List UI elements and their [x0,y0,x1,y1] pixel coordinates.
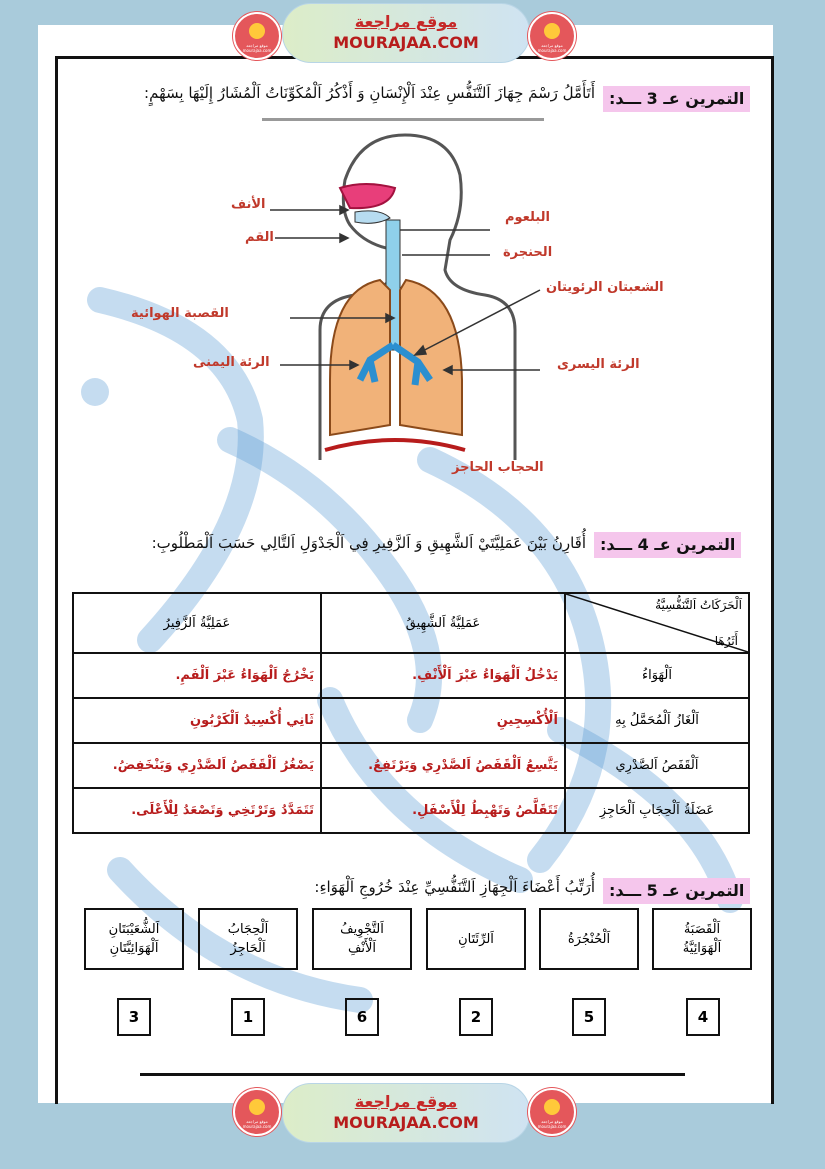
organ-line2: اَلْهَوَائِيَّتَانِ [109,941,159,956]
order-number: 5 [572,998,606,1036]
exercise-4-label: التمرين عـ 4 ـــد: [594,532,741,558]
table-row [73,743,749,788]
organ-line2: اَلْحَاجِزُ [230,941,266,956]
organ-line2: اَلْأَنْفِ [347,941,377,956]
row-inhale: تَتَقَلَّصُ وَتَهْبِطُ لِلْأَسْفَلِ. [321,788,565,833]
logo-caption: موقع مراجعة mourajaa.com [537,43,567,53]
comparison-table [72,592,750,834]
divider [262,118,544,121]
organ-line1: اَلرِّئَتَانِ [458,931,494,947]
header-diagonal-cell [565,593,749,653]
row-exhale: ثَانِي أُكْسِيدُ اَلْكَرْبُونِ [73,698,321,743]
row-item: اَلْغَازُ اَلْمُحَمَّلُ بِهِ [565,698,749,743]
label-bronchi: الشعبتان الرئويتان [546,280,664,295]
diaphragm-shape [325,440,465,450]
order-number: 6 [345,998,379,1036]
site-name-ar[interactable]: موقع مراجعة [354,1092,458,1111]
logo-caption: موقع مراجعة mourajaa.com [242,1119,272,1129]
logo-caption: موقع مراجعة mourajaa.com [242,43,272,53]
site-logo-left-bottom[interactable] [233,1088,281,1136]
nasal-cavity-shape [340,184,395,208]
footer-divider [140,1073,685,1076]
row-inhale: اَلْأُكْسِجِينِ [321,698,565,743]
table-row [73,788,749,833]
label-right-lung: الرئة اليمنى [193,355,270,370]
header-inhale: عَمَلِيَّةُ اَلشَّهِيقُ [321,593,565,653]
exercise-5-text: أُرَتِّبُ أَعْضَاءَ اَلْجِهَازِ اَلتَّنَفُّسِيِّ عِنْدَ خُرُوجِ اَلْهَوَاءِ: [314,878,595,896]
site-badge-top[interactable] [282,3,530,63]
label-mouth: القم [245,230,274,245]
row-exhale: تَتَمَدَّدُ وَتَرْتَخِي وَتَصْعَدُ لِلْأَعْلَى. [73,788,321,833]
label-left-lung: الرئة اليسرى [557,357,640,372]
site-logo-right-bottom[interactable] [528,1088,576,1136]
order-number: 4 [686,998,720,1036]
label-trachea: القصبة الهوائية [131,306,229,321]
table-row [73,698,749,743]
exercise-3-text: أَتَأَمَّلُ رَسْمَ جِهَازَ اَلتَّنَفُّسِ عِنْدَ اَلْإِنْسَانِ وَ أَذْكُرُ اَلْمُكَوِّنَاتُ اَلْمُشَارُ إِلَيْهَا بِسَهْمٍ: [144,84,595,102]
order-number: 2 [459,998,493,1036]
site-logo-right[interactable] [528,12,576,60]
organ-line1: اَلتَّجْوِيفُ [340,922,384,937]
label-larynx: الحنجرة [503,245,553,260]
organ-line2: اَلْهَوَائِيَّةُ [682,941,722,956]
respiratory-system-diagram [190,130,690,495]
organ-box [539,908,639,970]
exercise-5-label: التمرين عـ 5 ـــد: [603,878,750,904]
label-pharynx: البلعوم [505,210,550,225]
organ-box [426,908,526,970]
table-row [73,653,749,698]
site-badge-bottom[interactable] [282,1083,530,1143]
row-item: اَلْهَوَاءُ [565,653,749,698]
exercise-3-label: التمرين عـ 3 ـــد: [603,86,750,112]
site-name-en[interactable]: MOURAJAA.COM [333,1113,479,1132]
site-name-en[interactable]: MOURAJAA.COM [333,33,479,52]
row-exhale: يَخْرُجُ اَلْهَوَاءُ عَبْرَ اَلْفَمِ. [73,653,321,698]
organ-box [84,908,184,970]
label-diaphragm: الحجاب الحاجز [452,460,544,475]
order-number: 3 [117,998,151,1036]
header-movements: اَلْحَرَكَاتُ اَلتَّنَفُّسِيَّةُ [655,598,742,612]
organ-box [312,908,412,970]
row-inhale: يَتَّسِعُ اَلْقَفَصُ اَلصَّدْرِي وَيَرْتَفِعُ. [321,743,565,788]
label-nose: الأنف [231,197,266,212]
header-effects: أَثَرُهَا [714,634,738,648]
row-item: عَضَلَةُ اَلْحِجَابِ اَلْحَاجِزِ [565,788,749,833]
organ-line1: اَلْحِجَابُ [227,922,269,937]
site-name-ar[interactable]: موقع مراجعة [354,12,458,31]
order-number: 1 [231,998,265,1036]
row-exhale: يَصْغُرُ اَلْقَفَصُ اَلصَّدْرِي وَيَنْخَفِضُ. [73,743,321,788]
organ-box [198,908,298,970]
organ-line1: اَلْحُنْجُرَةُ [567,931,611,947]
row-inhale: يَدْخُلُ اَلْهَوَاءُ عَبْرَ اَلْأَنْفِ. [321,653,565,698]
row-item: اَلْقَفَصُ اَلصَّدْرِي [565,743,749,788]
organ-line1: اَلشُّعَيْبَتَانِ [108,922,160,937]
table-header-row [73,593,749,653]
right-lung-shape [330,280,390,435]
organ-box [652,908,752,970]
header-exhale: عَمَلِيَّةُ اَلزَّفِيرُ [73,593,321,653]
organ-line1: اَلْقَصَبَةُ [683,922,721,937]
site-logo-left[interactable] [233,12,281,60]
logo-caption: موقع مراجعة mourajaa.com [537,1119,567,1129]
exercise-4-text: أُقَارِنُ بَيْنَ عَمَلِيَّتَيْ اَلشَّهِيقِ وَ اَلزَّفِيرِ فِي اَلْجَدْوَلِ اَلتَّالِي حَسَبَ اَلْمَطْلُوبِ: [151,534,586,552]
